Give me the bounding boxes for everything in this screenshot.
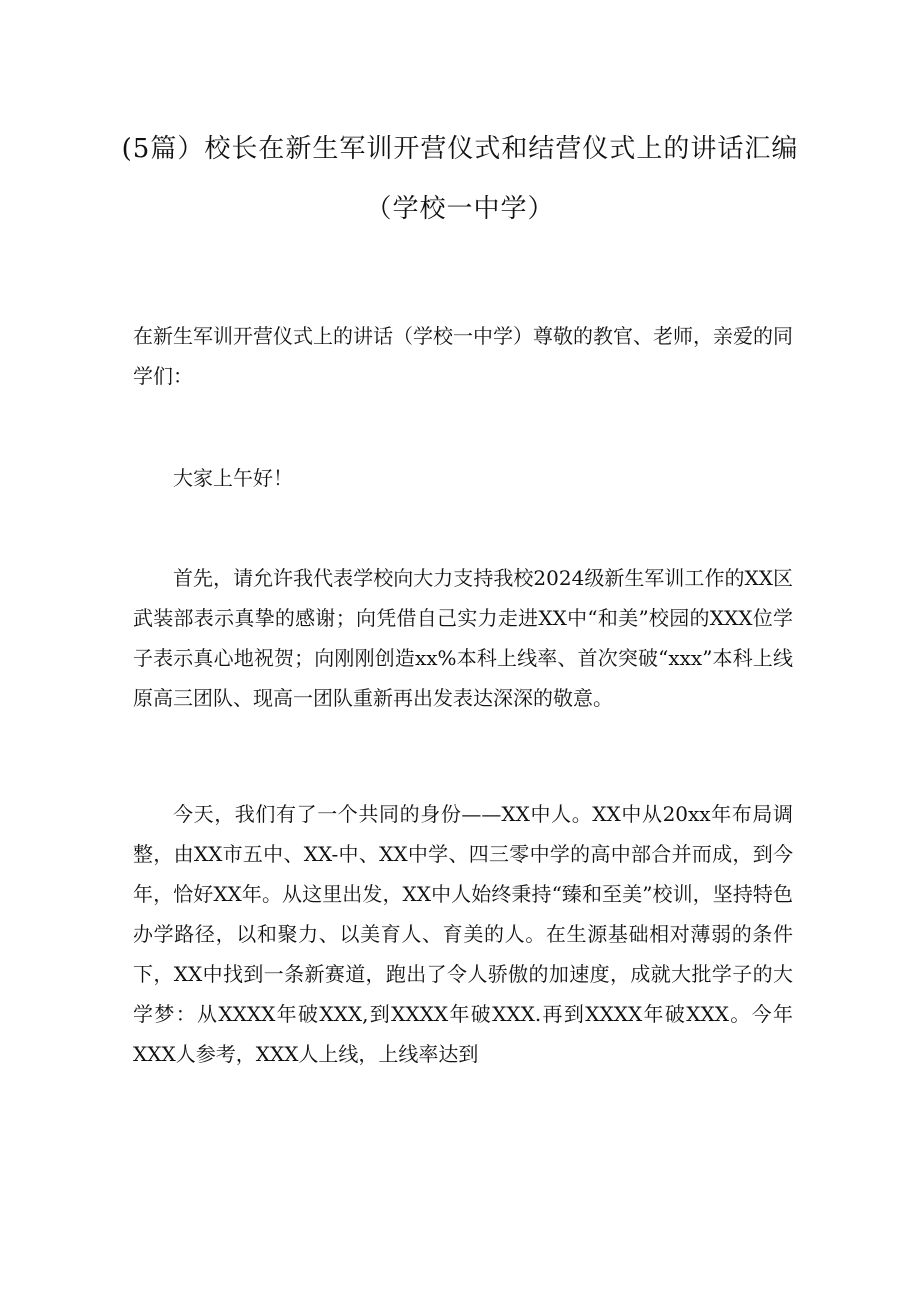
document-subtitle: （学校一中学） (365, 194, 555, 224)
greeting-paragraph: 大家上午好！ (173, 466, 293, 490)
body-paragraph-1: 首先，请允许我代表学校向大力支持我校2024级新生军训工作的XX区武装部表示真挚的感谢；向凭借自己实力走进XX中“和美”校园的XXX位学子表示真心地祝贺；向刚刚创造xx%本科上线率、首次突破“xxx”本科上线原高三团队、现高一团队重新再出发表达深深的敬意。 (133, 566, 793, 710)
body-paragraph-2: 今天，我们有了一个共同的身份——XX中人。XX中从20xx年布局调整，由XX市五中、XX-中、XX中学、四三零中学的高中部合并而成，到今年，恰好XX年。从这里出发，XX中人始终秉持“臻和至美”校训，坚持特色办学路径，以和聚力、以美育人、育美的人。在生源基础相对薄弱的条件下，XX中找到一条新赛道，跑出了令人骄傲的加速度，成就大批学子的大学梦：从XXXX年破XXX,到XXXX年破XXX.再到XXXX年破XXX。今年XXX人参考，XXX人上线，上线率达到 (133, 802, 793, 1066)
intro-paragraph: 在新生军训开营仪式上的讲话（学校一中学）尊敬的教官、老师，亲爱的同学们： (133, 324, 793, 388)
document-title: (5篇）校长在新生军训开营仪式和结营仪式上的讲话汇编 (121, 134, 799, 164)
